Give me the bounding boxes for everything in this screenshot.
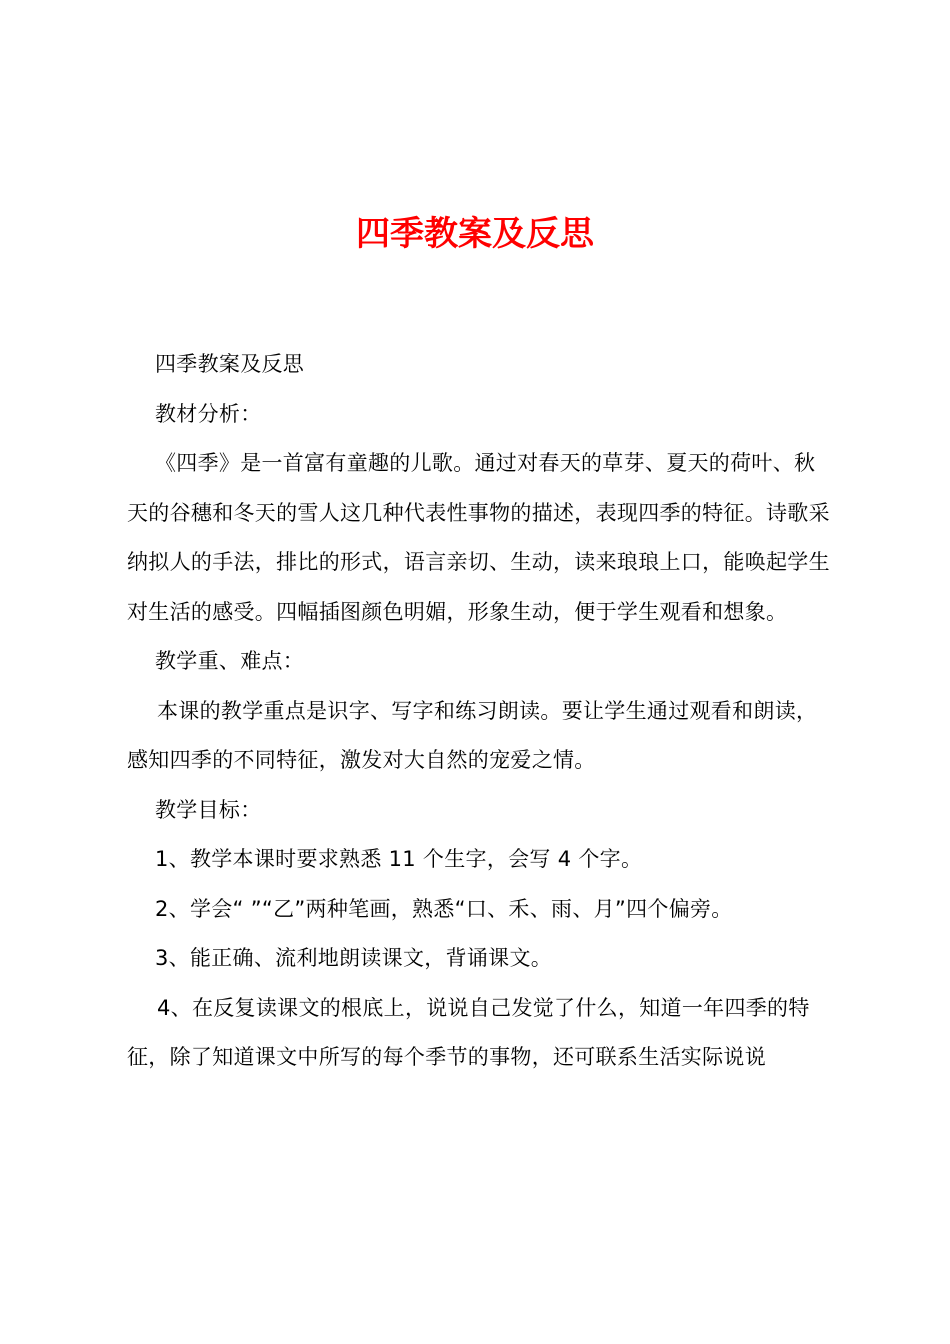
- document-title: 四季教案及反思: [356, 214, 594, 254]
- section-heading-objectives: 教学目标：: [155, 797, 262, 822]
- paragraph-heading: 四季教案及反思: [155, 352, 305, 376]
- objective-item-4: 4、在反复读课文的根底上，说说自己发觉了什么，知道一年四季的特征，除了知道课文中所写的每个季节的事物，还可联系生活实际说说: [127, 995, 810, 1069]
- section-heading-key-points: 教学重、难点：: [155, 649, 305, 673]
- objective-item-3: 3、能正确、流利地朗读课文，背诵课文。: [155, 946, 553, 970]
- section-heading-material-analysis: 教材分析：: [155, 401, 262, 426]
- paragraph-key-points: 本课的教学重点是识字、写字和练习朗读。要让学生通过观看和朗读，感知四季的不同特征，激发对大自然的宠爱之情。: [127, 698, 818, 772]
- document-body: [127, 340, 833, 1083]
- objective-item-1: 1、教学本课时要求熟悉 11 个生字，会写 4 个字。: [155, 847, 643, 871]
- paragraph-material-analysis: 《四季》是一首富有童趣的儿歌。通过对春天的草芽、夏天的荷叶、秋天的谷穗和冬天的雪人这几种代表性事物的描述，表现四季的特征。诗歌采纳拟人的手法，排比的形式，语言亲切、生动，读来琅琅上口，能唤起学生对生活的感受。四幅插图颜色明媚，形象生动，便于学生观看和想象。: [127, 451, 830, 624]
- objective-item-2: 2、学会“ ”“乙”两种笔画，熟悉“口、禾、雨、月”四个偏旁。: [155, 896, 733, 921]
